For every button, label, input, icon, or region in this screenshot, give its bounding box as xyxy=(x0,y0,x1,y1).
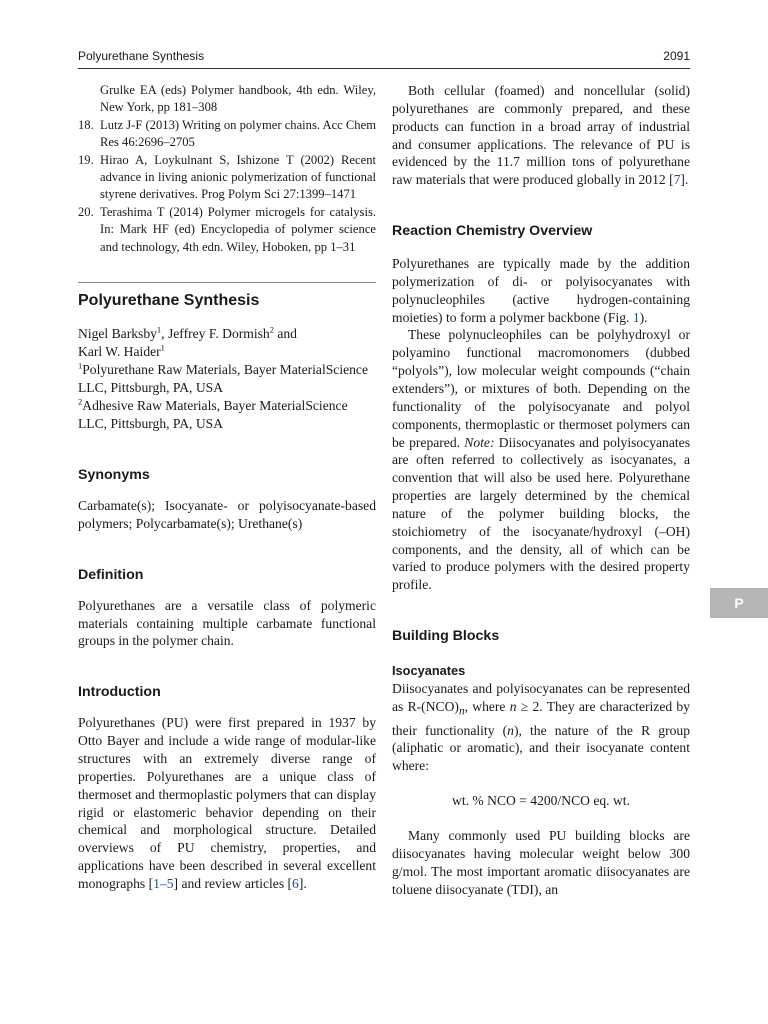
isocyanates-subheading: Isocyanates xyxy=(392,663,466,679)
reference-text: Terashima T (2014) Polymer microgels for catalysis. In: Mark HF (ed) Encyclopedia of polymer science and technology, 4th edn. Wiley, Hoboken, pp 1–31 xyxy=(100,204,376,254)
reference-number: 20. xyxy=(78,204,94,219)
page-number: 2091 xyxy=(663,49,690,63)
nco-equation: wt. % NCO = 4200/NCO eq. wt. xyxy=(452,793,630,809)
reference-item xyxy=(78,152,376,204)
reaction-paragraph-2: These polynucleophiles can be polyhydroxyl or polyamino functional macromonomers (dubbed “polyols”), low molecular weight compounds (“chain extenders”), or mixtures of both. Depending on the functionality of the polyisocyanate and polyol components, thermoplastic or thermoset polymers can be prepared. Note: Diisocyanates and polyisocyanates are often referred to collectively as isocyanates, a convention that will also be used here. Polyurethane properties are largely determined by the chemical nature of the polymer building blocks, the stoichiometry of the isocyanate/hydroxyl (–OH) components, and the density, all of which can be varied to produce polymers with the desired property profile. xyxy=(392,327,690,593)
affiliation-1: $^1$Polyurethane Raw Materials, Bayer MaterialScience LLC, Pittsburgh, PA, USA xyxy=(78,360,368,396)
reference-text: Hirao A, Loykulnant S, Ishizone T (2002) Recent advance in living anionic polymerization of functional styrene derivatives. Prog Polym Sci 27:1399–1471 xyxy=(100,152,376,202)
reference-item xyxy=(78,82,376,117)
reaction-heading: Reaction Chemistry Overview xyxy=(392,223,593,240)
left-column xyxy=(78,82,376,893)
figure-link[interactable]: 1 xyxy=(632,309,640,325)
citation-link[interactable]: 1 xyxy=(153,875,160,891)
affiliation-2: $^2$Adhesive Raw Materials, Bayer MaterialScience LLC, Pittsburgh, PA, USA xyxy=(78,396,348,432)
running-title: Polyurethane Synthesis xyxy=(78,49,205,63)
citation-link[interactable]: 5 xyxy=(166,875,174,891)
running-header xyxy=(78,46,690,69)
citation-link[interactable]: 7 xyxy=(673,172,681,188)
reference-number: 18. xyxy=(78,117,94,132)
reference-number: 19. xyxy=(78,152,94,167)
introduction-heading: Introduction xyxy=(78,684,161,701)
right-column xyxy=(392,82,690,898)
reference-text: Grulke EA (eds) Polymer handbook, 4th edn. Wiley, New York, pp 181–308 xyxy=(100,83,376,115)
introduction-continued: Both cellular (foamed) and noncellular (solid) polyurethanes are commonly prepared, and these products can function in a broad array of industrial and consumer applications. The relevance of PU is evidenced by the 11.7 million tons of polyurethane raw materials that were produced globally in 2012 [7]. xyxy=(392,83,690,188)
title-divider xyxy=(78,282,376,283)
introduction-text: Polyurethanes (PU) were first prepared in 1937 by Otto Bayer and include a wide range of modular-like structures with an extremely diverse range of properties. Polyurethanes are a unique class of thermoset and thermoplastic polymers that can display rigid or elastomeric behavior depending on their chemical and morphological structure. Detailed overviews of PU chemistry, properties, and applications have been described in several excellent monographs [1–5] and review articles [6]. xyxy=(78,715,376,891)
reference-item xyxy=(78,204,376,256)
synonyms-text: Carbamate(s); Isocyanate- or polyisocyanate-based polymers; Polycarbamate(s); Urethane(s) xyxy=(78,498,376,531)
reference-list xyxy=(78,82,376,256)
reference-item xyxy=(78,117,376,152)
section-thumb-tab: P xyxy=(710,588,768,618)
article-title: Polyurethane Synthesis xyxy=(78,292,260,310)
reference-text: Lutz J-F (2013) Writing on polymer chains. Acc Chem Res 46:2696–2705 xyxy=(100,117,376,150)
citation-link[interactable]: 6 xyxy=(292,875,299,891)
building-blocks-paragraph-2: Many commonly used PU building blocks are diisocyanates having molecular weight below 300 g/mol. The most important aromatic diisocyanates are toluene diisocyanate (TDI), an xyxy=(392,828,690,897)
building-blocks-heading: Building Blocks xyxy=(392,628,500,645)
reaction-paragraph-1: Polyurethanes are typically made by the addition polymerization of di- or polyisocyanates with polynucleophiles (active hydrogen-containing moieties) to form a polymer backbone (Fig. 1). xyxy=(392,256,690,325)
author-block xyxy=(78,325,376,433)
isocyanates-paragraph: Diisocyanates and polyisocyanates can be represented as $R-(NCO)_n$, where n ≥ 2. They are characterized by their functionality (n), the nature of the R group (aliphatic or aromatic), and their isocyanate content where: xyxy=(392,681,691,774)
definition-text: Polyurethanes are a versatile class of polymeric materials containing multiple carbamate functional groups in the polymer chain. xyxy=(78,597,376,649)
synonyms-heading: Synonyms xyxy=(78,467,150,484)
author-names: Nigel Barksby$^1$, Jeffrey F. Dormish$^2$ and Karl W. Haider$^1$ xyxy=(78,324,297,360)
definition-heading: Definition xyxy=(78,566,144,583)
